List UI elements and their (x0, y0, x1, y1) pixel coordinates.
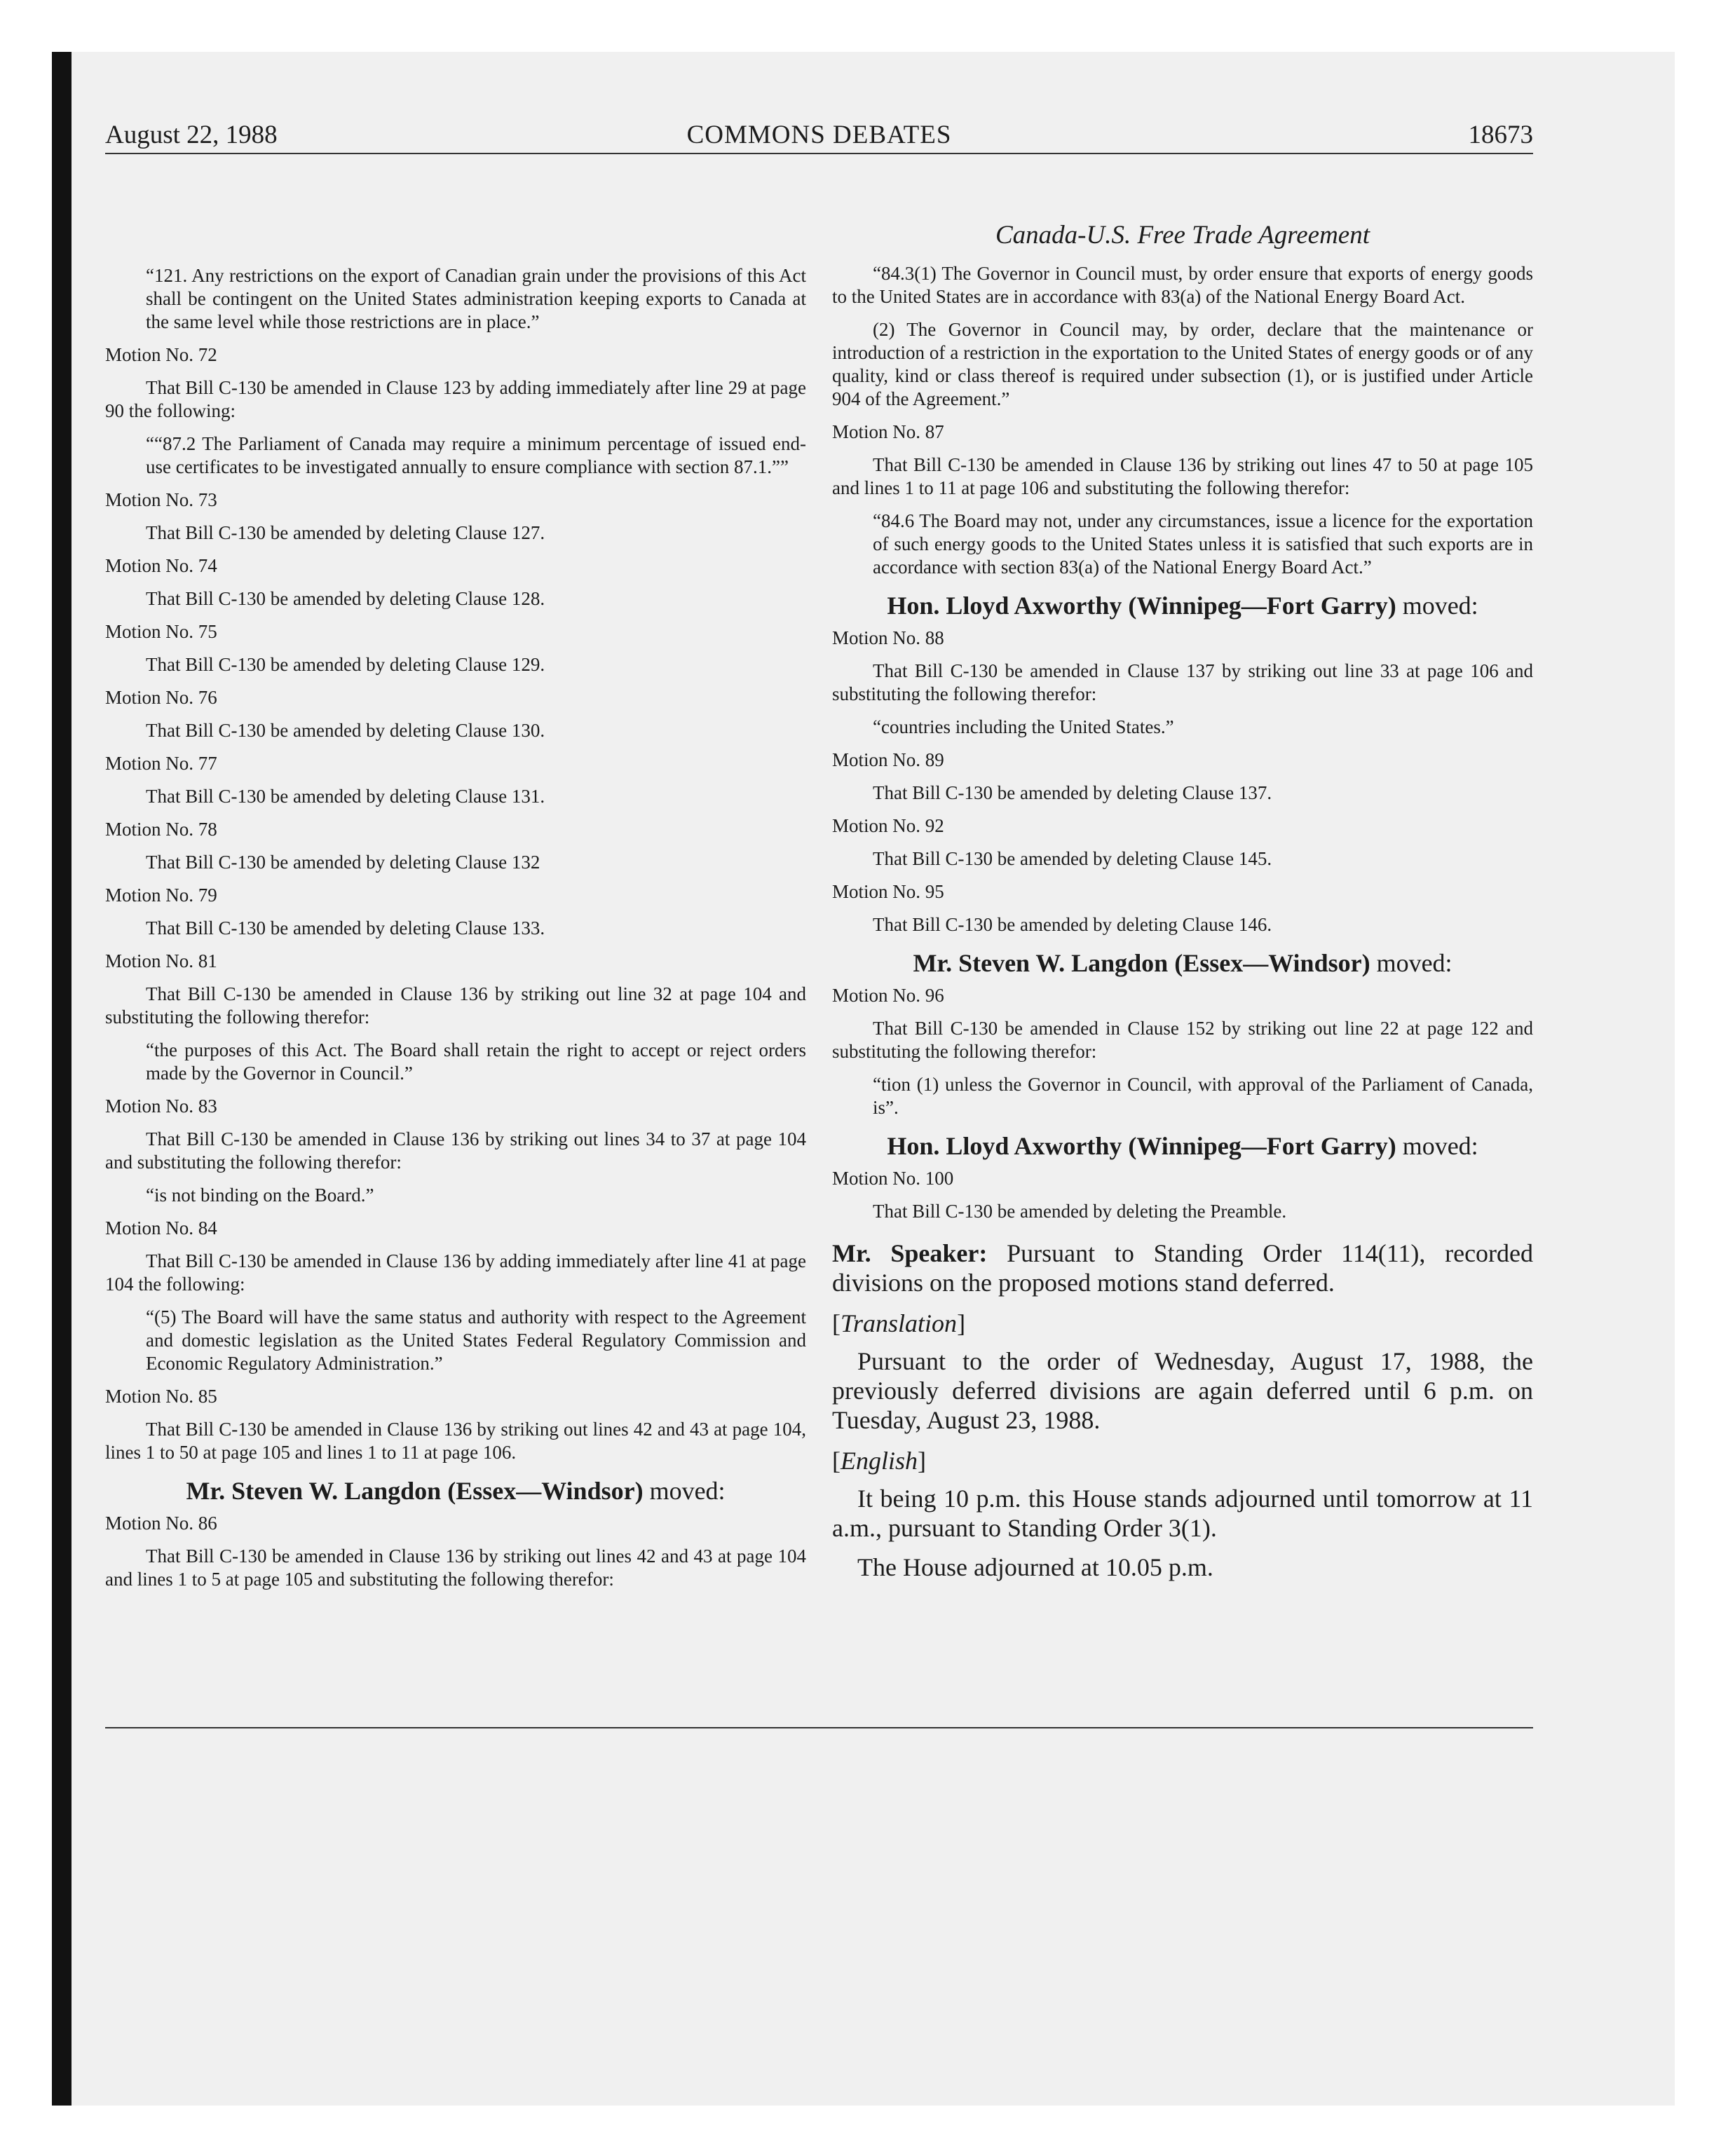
motion-79-label: Motion No. 79 (105, 885, 217, 906)
motion-73-text: That Bill C-130 be amended by deleting Clause 127. (146, 522, 545, 543)
motion-74-label: Motion No. 74 (105, 555, 217, 576)
speaker-axworthy-2-action: moved: (1402, 1132, 1478, 1160)
speaker-axworthy-2 (832, 1131, 1533, 1161)
motion-83-label: Motion No. 83 (105, 1096, 217, 1117)
motion-72-text: That Bill C-130 be amended in Clause 123 by adding immediately after line 29 at page 90 the following: (105, 377, 806, 421)
header-page-number: 18673 (1468, 121, 1533, 149)
speaker-axworthy-1-name: Hon. Lloyd Axworthy (887, 592, 1122, 620)
motion-81-label: Motion No. 81 (105, 950, 217, 971)
motion-92-text: That Bill C-130 be amended by deleting Clause 145. (873, 848, 1272, 869)
motion-78-text: That Bill C-130 be amended by deleting Clause 132 (146, 852, 540, 873)
motion-81-quote: “the purposes of this Act. The Board shall retain the right to accept or reject orders made by the Governor in Council.” (146, 1039, 806, 1084)
motion-75-label: Motion No. 75 (105, 621, 217, 642)
motion-85-text: That Bill C-130 be amended in Clause 136 by striking out lines 42 and 43 at page 104, lines 1 to 50 at page 105 and lines 1 to 11 at page 106. (105, 1419, 806, 1463)
translation-tag-text: Translation (841, 1309, 958, 1337)
speaker-langdon-1-name: Mr. Steven W. Langdon (186, 1477, 442, 1505)
page-header (105, 118, 1533, 154)
motion-86-label: Motion No. 86 (105, 1513, 217, 1534)
speaker-langdon-2-riding: (Essex—Windsor) (1174, 949, 1370, 977)
motion-76-text: That Bill C-130 be amended by deleting Clause 130. (146, 720, 545, 741)
english-tag-text: English (841, 1447, 918, 1475)
motion-72-label: Motion No. 72 (105, 344, 217, 365)
motion-84-label: Motion No. 84 (105, 1217, 217, 1239)
speaker-langdon-1-riding: (Essex—Windsor) (447, 1477, 644, 1505)
header-title: COMMONS DEBATES (686, 121, 952, 149)
footer-rule (105, 1727, 1533, 1728)
scan-edge (52, 52, 72, 2106)
motion-72-quote: ““87.2 The Parliament of Canada may require a minimum percentage of issued end-use certificates to be investigated annually to ensure compliance with section 87.1.”” (146, 433, 806, 477)
motion-83-quote: “is not binding on the Board.” (146, 1185, 374, 1206)
motion-96-label: Motion No. 96 (832, 985, 944, 1006)
motion-84-text: That Bill C-130 be amended in Clause 136 by adding immediately after line 41 at page 104 the following: (105, 1250, 806, 1295)
speaker-langdon-2-action: moved: (1376, 949, 1452, 977)
speaker-langdon-2 (832, 948, 1533, 978)
motion-74-text: That Bill C-130 be amended by deleting Clause 128. (146, 588, 545, 609)
speaker-statement-label: Mr. Speaker: (832, 1239, 988, 1267)
motion-96-text: That Bill C-130 be amended in Clause 152 by striking out line 22 at page 122 and substituting the following therefor: (832, 1018, 1533, 1062)
right-column (832, 163, 1533, 1592)
english-tag: [English] (832, 1447, 927, 1475)
speaker-axworthy-1-riding: (Winnipeg—Fort Garry) (1128, 592, 1396, 620)
running-head: Canada-U.S. Free Trade Agreement (995, 221, 1370, 250)
motion-83-text: That Bill C-130 be amended in Clause 136 by striking out lines 34 to 37 at page 104 and substituting the following therefor: (105, 1128, 806, 1173)
motion-87-text: That Bill C-130 be amended in Clause 136 by striking out lines 47 to 50 at page 105 and lines 1 to 11 at page 106 and substituting the following therefor: (832, 454, 1533, 498)
motion-88-quote: “countries including the United States.” (873, 716, 1174, 737)
motion-77-label: Motion No. 77 (105, 753, 217, 774)
motion-88-label: Motion No. 88 (832, 627, 944, 648)
quote-121: “121. Any restrictions on the export of Canadian grain under the provisions of this Act shall be contingent on the United States administration keeping exports to Canada at the same level while those restrictions are in place.” (146, 265, 806, 332)
motion-81-text: That Bill C-130 be amended in Clause 136 by striking out line 32 at page 104 and substituting the following therefor: (105, 983, 806, 1028)
header-date: August 22, 1988 (105, 121, 278, 149)
speaker-axworthy-2-name: Hon. Lloyd Axworthy (887, 1132, 1122, 1160)
speaker-axworthy-1-action: moved: (1402, 592, 1478, 620)
left-column (105, 163, 806, 1601)
speaker-statement-text: Pursuant to Standing Order 114(11), recorded divisions on the proposed motions stand deferred. (832, 1239, 1534, 1297)
motion-96-quote: “tion (1) unless the Governor in Council, with approval of the Parliament of Canada, is”. (873, 1074, 1533, 1118)
motion-89-text: That Bill C-130 be amended by deleting Clause 137. (873, 782, 1272, 803)
speaker-axworthy-2-riding: (Winnipeg—Fort Garry) (1128, 1132, 1396, 1160)
quote-84-3-1: “84.3(1) The Governor in Council must, by order ensure that exports of energy goods to the United States are in accordance with 83(a) of the National Energy Board Act. (832, 263, 1533, 307)
motion-95-label: Motion No. 95 (832, 881, 944, 902)
motion-78-label: Motion No. 78 (105, 819, 217, 840)
speaker-statement (832, 1239, 1533, 1297)
motion-73-label: Motion No. 73 (105, 489, 217, 510)
quote-84-3-2: (2) The Governor in Council may, by order, declare that the maintenance or introduction of a restriction in the exportation to the United States of energy goods or of any quality, kind or class thereof is required under subsection (1), or is justified under Article 904 of the Agreement.” (832, 319, 1533, 409)
motion-95-text: That Bill C-130 be amended by deleting Clause 146. (873, 914, 1272, 935)
speaker-langdon-1 (105, 1475, 806, 1506)
motion-100-text: That Bill C-130 be amended by deleting the Preamble. (873, 1201, 1287, 1222)
motion-92-label: Motion No. 92 (832, 815, 944, 836)
translation-text: Pursuant to the order of Wednesday, August 17, 1988, the previously deferred divisions are again deferred until 6 p.m. on Tuesday, August 23, 1988. (832, 1347, 1533, 1434)
motion-89-label: Motion No. 89 (832, 749, 944, 770)
speaker-axworthy-1 (832, 590, 1533, 621)
translation-tag: [Translation] (832, 1309, 966, 1337)
motion-75-text: That Bill C-130 be amended by deleting Clause 129. (146, 654, 545, 675)
speaker-langdon-1-action: moved: (649, 1477, 726, 1505)
motion-79-text: That Bill C-130 be amended by deleting Clause 133. (146, 917, 545, 939)
adjourned-time: The House adjourned at 10.05 p.m. (857, 1553, 1213, 1581)
motion-84-quote: “(5) The Board will have the same status and authority with respect to the Agreement and domestic legislation as the United States Federal Regulatory Commission and Economic Regulatory Administration.” (146, 1306, 806, 1374)
motion-100-label: Motion No. 100 (832, 1168, 954, 1189)
motion-77-text: That Bill C-130 be amended by deleting Clause 131. (146, 786, 545, 807)
motion-85-label: Motion No. 85 (105, 1386, 217, 1407)
motion-87-label: Motion No. 87 (832, 421, 944, 442)
motion-87-quote: “84.6 The Board may not, under any circumstances, issue a licence for the exportation of such energy goods to the United States unless it is satisfied that such exports are in accordance with section 83(a) of the National Energy Board Act.” (873, 510, 1533, 578)
adjourn-text: It being 10 p.m. this House stands adjourned until tomorrow at 11 a.m., pursuant to Standing Order 3(1). (832, 1485, 1533, 1542)
motion-86-text: That Bill C-130 be amended in Clause 136 by striking out lines 42 and 43 at page 104 and lines 1 to 5 at page 105 and substituting the following therefor: (105, 1546, 806, 1590)
speaker-langdon-2-name: Mr. Steven W. Langdon (913, 949, 1169, 977)
motion-76-label: Motion No. 76 (105, 687, 217, 708)
motion-88-text: That Bill C-130 be amended in Clause 137 by striking out line 33 at page 106 and substituting the following therefor: (832, 660, 1533, 704)
